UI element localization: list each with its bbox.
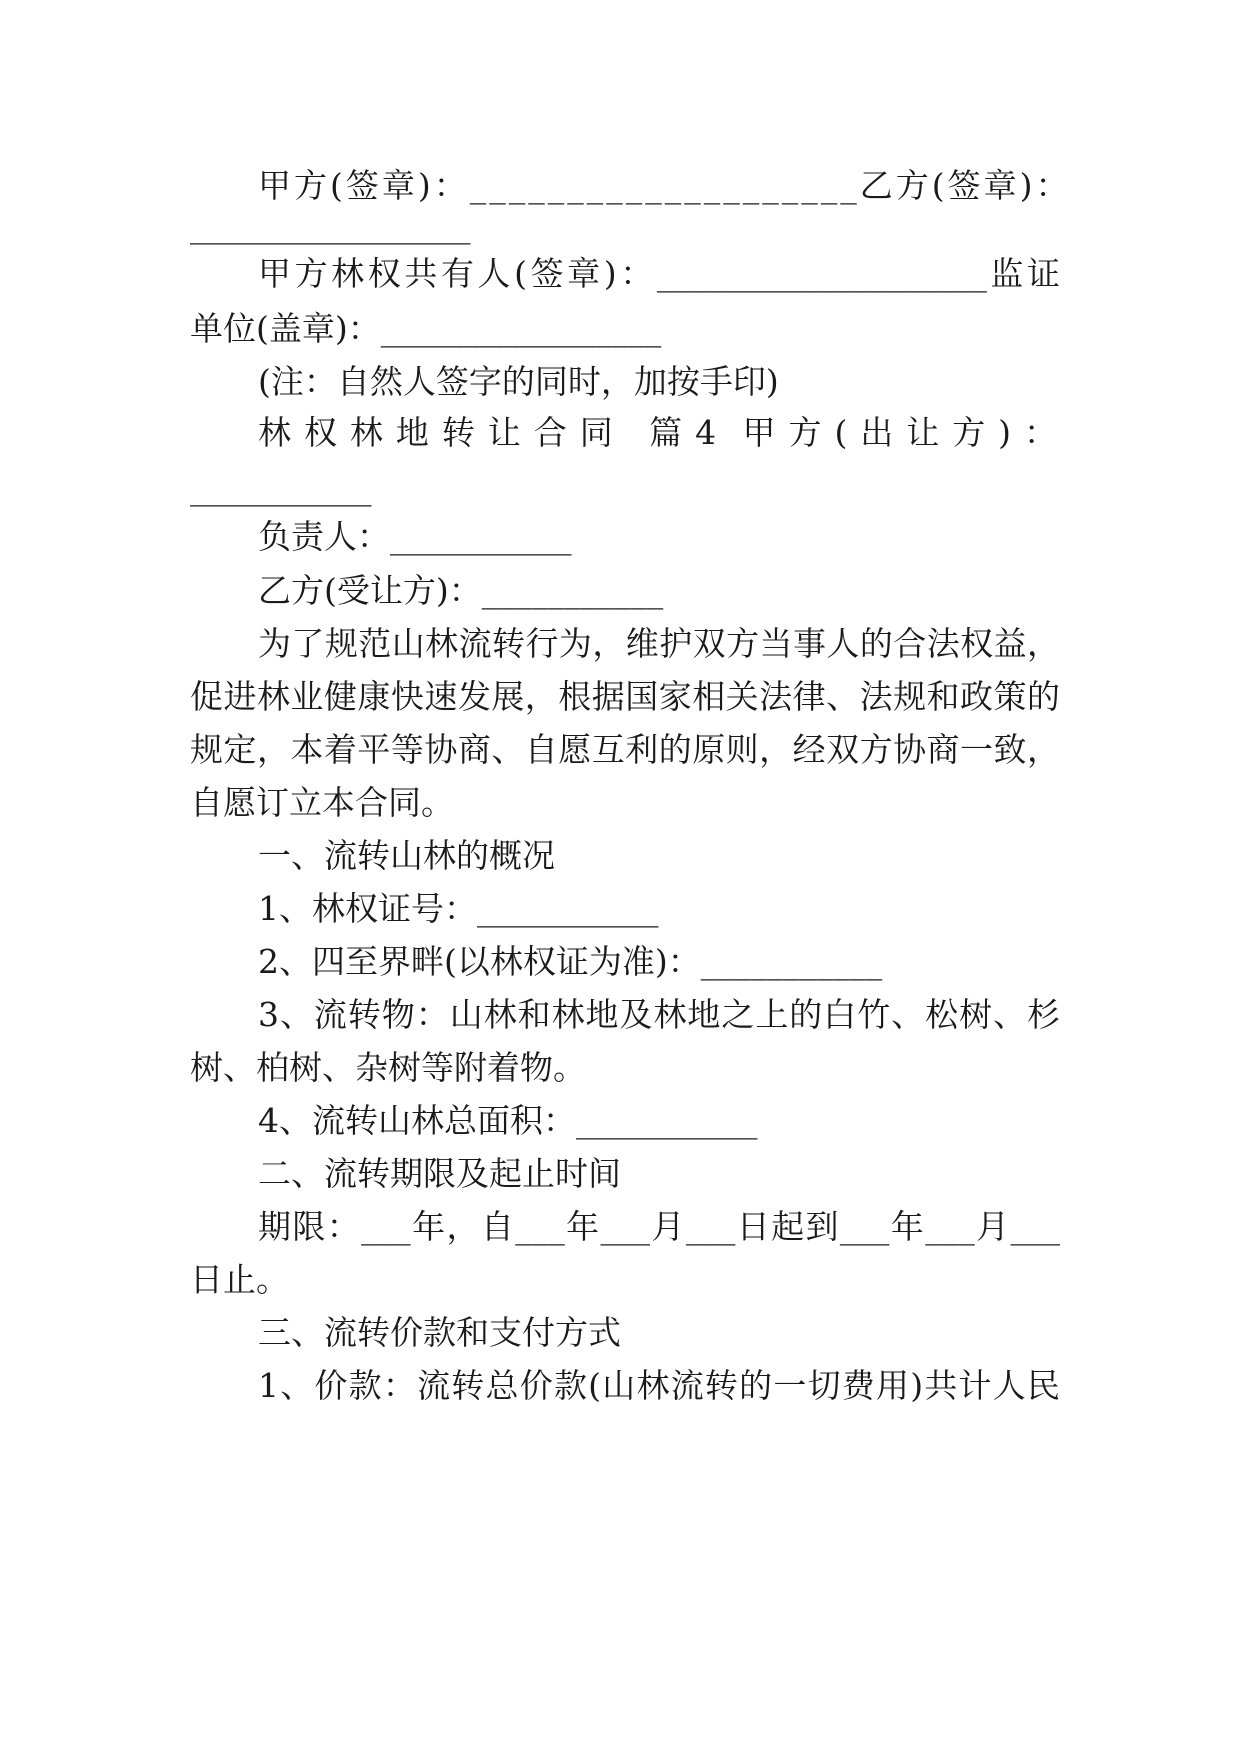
item-boundaries: 2、四至界畔(以林权证为准)：___________ bbox=[258, 942, 883, 981]
section-heading-2: 二、流转期限及起止时间 bbox=[258, 1154, 621, 1193]
party-a-blank: ___________ bbox=[190, 468, 372, 507]
preamble-line-3: 规定，本着平等协商、自愿互利的原则，经双方协商一致， bbox=[190, 730, 1060, 769]
item-forest-cert-no: 1、林权证号：___________ bbox=[258, 889, 659, 928]
signature-line-party-a-b: 甲方(签章)：____________________乙方(签章)： bbox=[258, 166, 1072, 205]
section-heading-3: 三、流转价款和支付方式 bbox=[258, 1313, 621, 1352]
item-transfer-object-line-1: 3、流转物：山林和林地及林地之上的白竹、松树、杉 bbox=[258, 995, 1060, 1034]
signature-line-supervisor: 单位(盖章)：_________________ bbox=[190, 309, 662, 348]
signature-blank-party-b: _________________ bbox=[190, 206, 471, 245]
term-line-2: 日止。 bbox=[190, 1260, 289, 1299]
contract-title-line: 林权林地转让合同 篇4 甲方(出让方)： bbox=[258, 413, 1060, 452]
note-fingerprint: (注：自然人签字的同时，加按手印) bbox=[258, 362, 779, 401]
preamble-line-1: 为了规范山林流转行为，维护双方当事人的合法权益， bbox=[258, 624, 1060, 663]
responsible-person-line: 负责人：___________ bbox=[258, 517, 572, 556]
item-price-line-1: 1、价款：流转总价款(山林流转的一切费用)共计人民 bbox=[258, 1366, 1060, 1405]
item-transfer-object-line-2: 树、柏树、杂树等附着物。 bbox=[190, 1048, 586, 1087]
preamble-line-2: 促进林业健康快速发展，根据国家相关法律、法规和政策的 bbox=[190, 677, 1060, 716]
term-line-1: 期限：___年，自___年___月___日起到___年___月___ bbox=[258, 1207, 1061, 1246]
signature-line-co-owner: 甲方林权共有人(签章)：____________________监证 bbox=[258, 254, 1060, 293]
item-total-area: 4、流转山林总面积：___________ bbox=[258, 1101, 758, 1140]
party-b-line: 乙方(受让方)：___________ bbox=[258, 571, 664, 610]
section-heading-1: 一、流转山林的概况 bbox=[258, 836, 555, 875]
preamble-line-4: 自愿订立本合同。 bbox=[190, 783, 454, 822]
